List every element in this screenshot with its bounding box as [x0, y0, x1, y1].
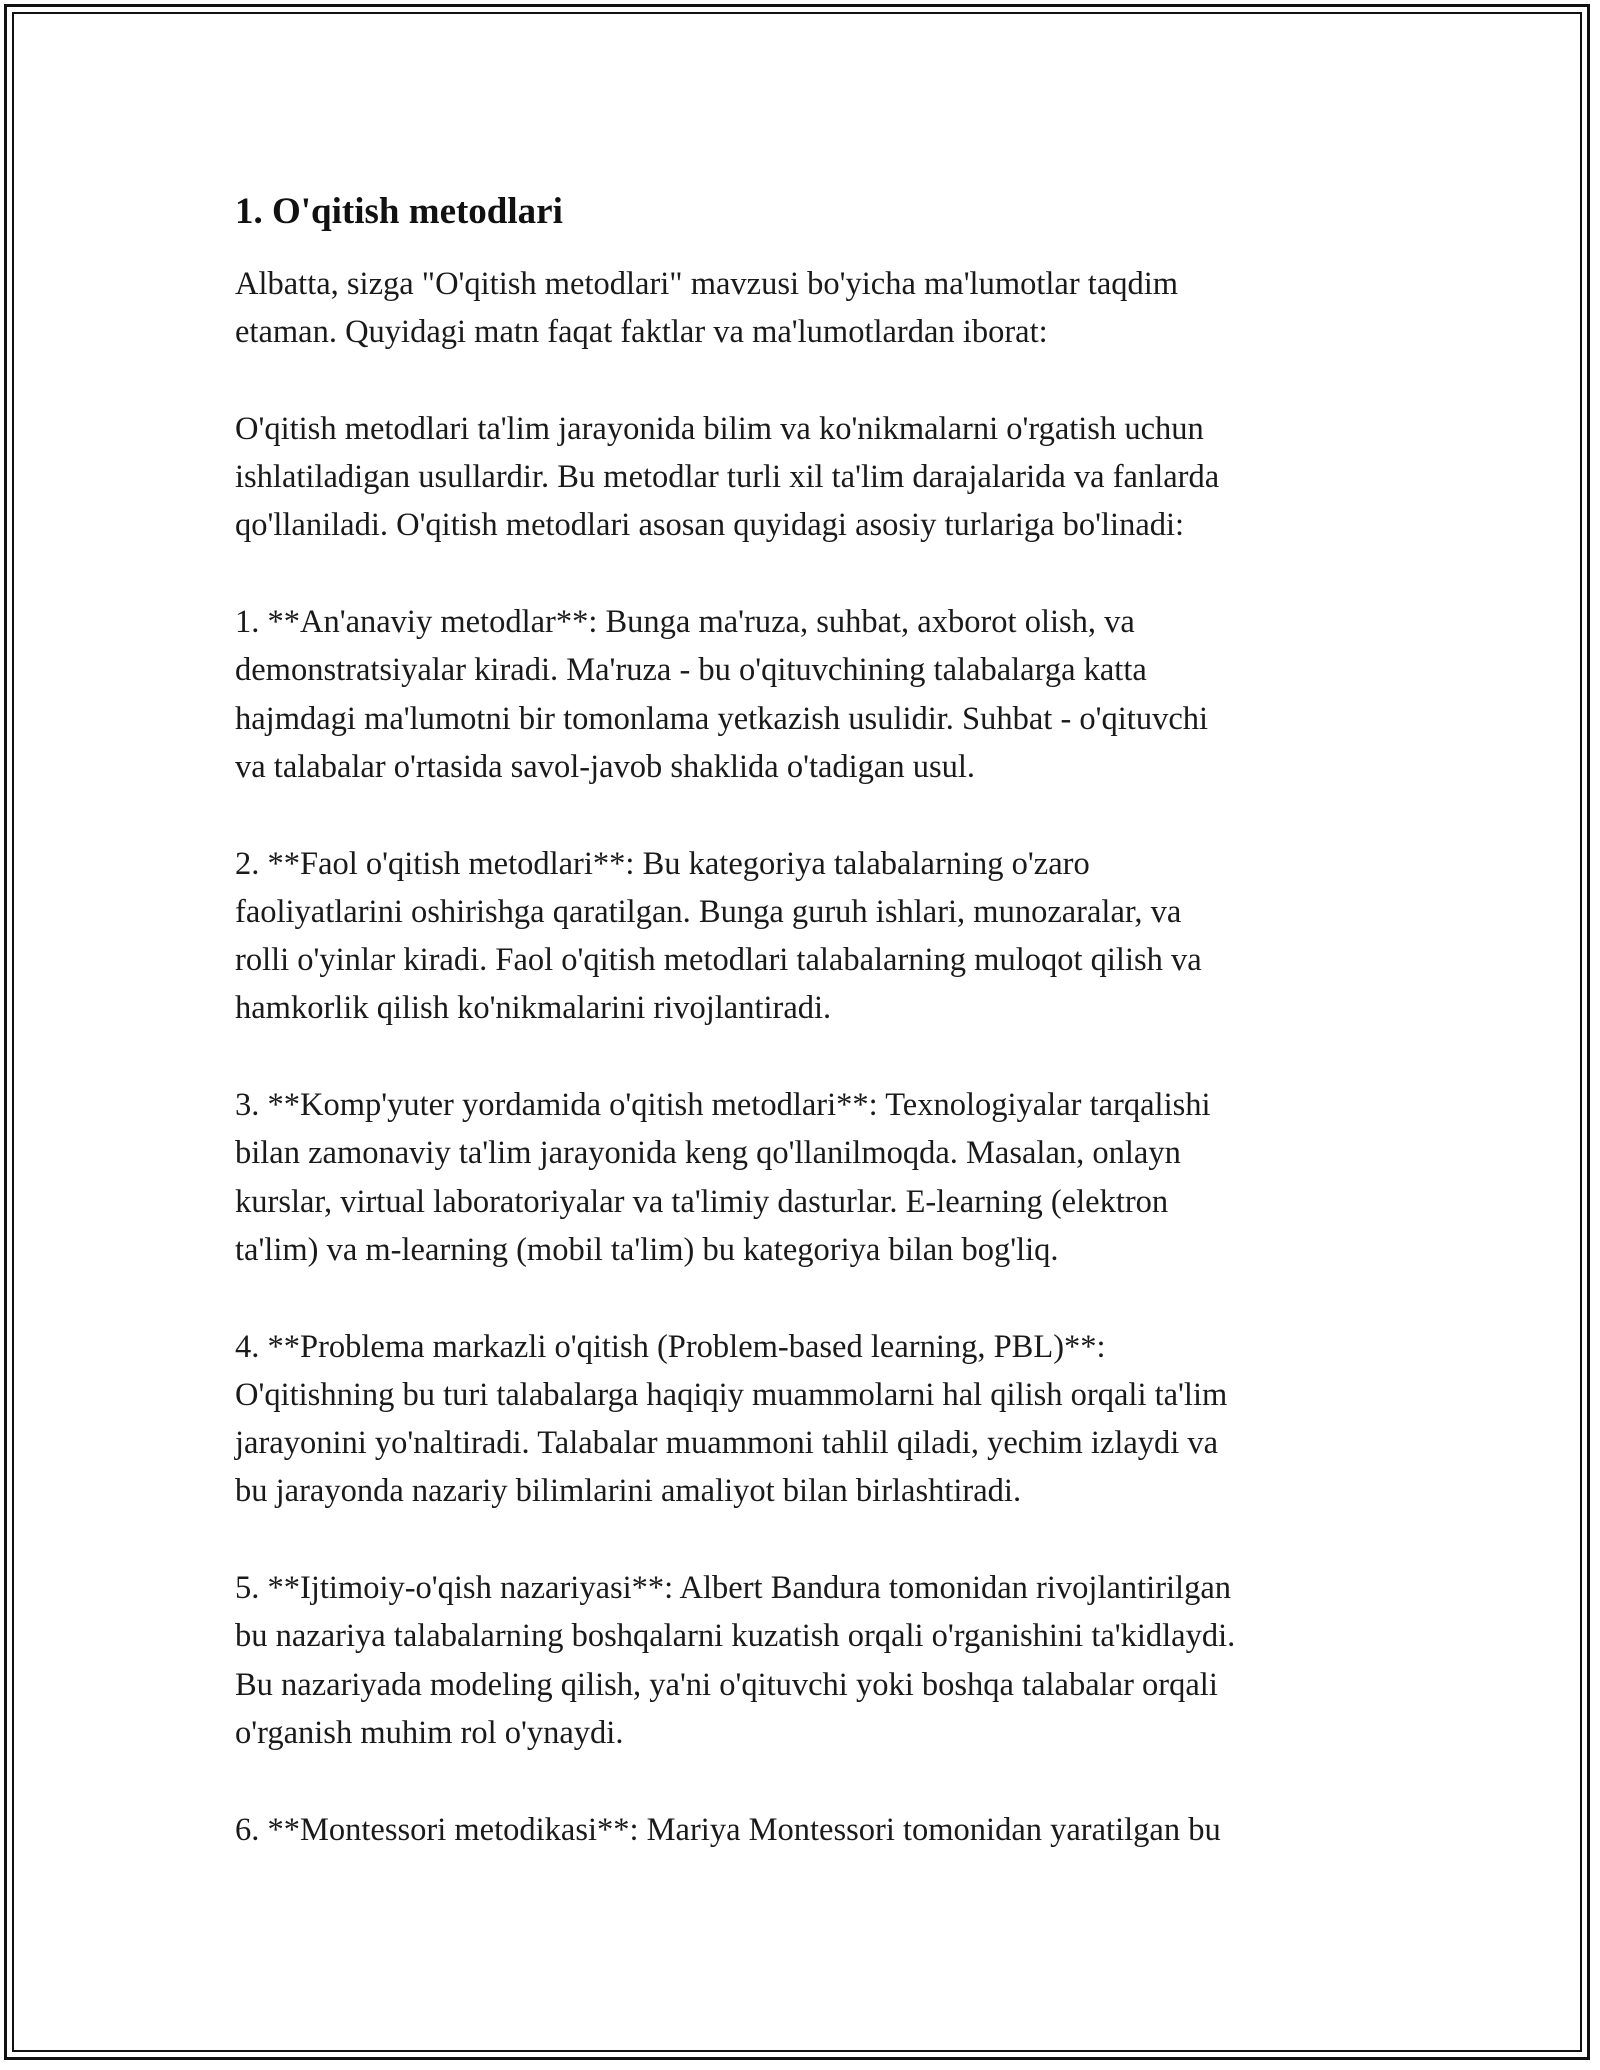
document-title: 1. O'qitish metodlari	[235, 191, 563, 232]
list-item-traditional-methods: 1. **An'anaviy metodlar**: Bunga ma'ruza, suhbat, axborot olish, va demonstratsiyalar kiradi. Ma'ruza - bu o'qituvchining talabalarga katta hajmdagi ma'lumotni bir tomonlama yetkazish usulidir. Suhbat - o'qituvchi va talabalar o'rtasida savol-javob shaklida o'tadigan usul.	[235, 604, 1209, 785]
list-item-problem-based-learning: 4. **Problema markazli o'qitish (Problem-based learning, PBL)**: O'qitishning bu turi talabalarga haqiqiy muammolarni hal qilish orqali ta'lim jarayonini yo'naltiradi. Talabalar muammoni tahlil qiladi, yechim izlaydi va bu jarayonda nazariy bilimlarini amaliyot bilan birlashtiradi.	[235, 1328, 1228, 1510]
list-item-social-learning-theory: 5. **Ijtimoiy-o'qish nazariyasi**: Albert Bandura tomonidan rivojlantirilgan bu nazariya talabalarning boshqalarni kuzatish orqali o'rganishini ta'kidlaydi. Bu nazariyada modeling qilish, ya'ni o'qituvchi yoki boshqa talabalar orqali o'rganish muhim rol o'ynaydi.	[235, 1570, 1236, 1751]
document-body	[235, 186, 1375, 1902]
list-item-montessori-method: 6. **Montessori metodikasi**: Mariya Montessori tomonidan yaratilgan bu	[235, 1811, 1221, 1848]
list-item-computer-methods: 3. **Komp'yuter yordamida o'qitish metodlari**: Texnologiyalar tarqalishi bilan zamonaviy ta'lim jarayonida keng qo'llanilmoqda. Masalan, onlayn kurslar, virtual laboratoriyalar va ta'limiy dasturlar. E-learning (elektron ta'lim) va m-learning (mobil ta'lim) bu kategoriya bilan bog'liq.	[235, 1087, 1211, 1268]
list-item-active-methods: 2. **Faol o'qitish metodlari**: Bu kategoriya talabalarning o'zaro faoliyatlarini oshirishga qaratilgan. Bunga guruh ishlari, munozaralar, va rolli o'yinlar kiradi. Faol o'qitish metodlari talabalarning muloqot qilish va hamkorlik qilish ko'nikmalarini rivojlantiradi.	[235, 845, 1202, 1027]
paragraph-definition: O'qitish metodlari ta'lim jarayonida bilim va ko'nikmalarni o'rgatish uchun ishlatiladigan usullardir. Bu metodlar turli xil ta'lim darajalarida va fanlarda qo'llaniladi. O'qitish metodlari asosan quyidagi asosiy turlariga bo'linadi:	[235, 410, 1220, 544]
paragraph-intro: Albatta, sizga "O'qitish metodlari" mavzusi bo'yicha ma'lumotlar taqdim etaman. Quyidagi matn faqat faktlar va ma'lumotlardan iborat:	[235, 266, 1179, 351]
